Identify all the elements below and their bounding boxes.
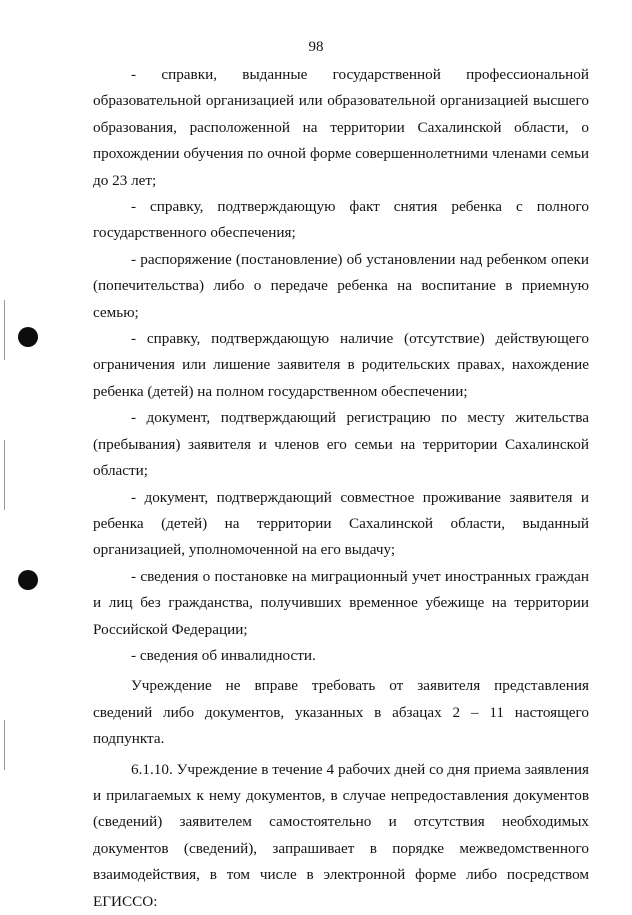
scan-edge-mark	[4, 440, 5, 510]
list-item-migration-registration: - сведения о постановке на миграционный учет иностранных граждан и лиц без гражданства, получивших временное убежище на территории Российской Федерации;	[93, 567, 589, 638]
paragraph-restriction: Учреждение не вправе требовать от заявителя представления сведений либо документов, указанных в абзацах 2 – 11 настоящего подпункта.	[93, 677, 589, 748]
paragraph-section-6-1-10: 6.1.10. Учреждение в течение 4 рабочих дней со дня приема заявления и прилагаемых к нему документов, в случае непредоставления документов (сведений) заявителем самостоятельно и отсутствия необходимых документов (сведений), запрашивает в порядке межведомственного взаимодействия, в том числе в электронной форме либо посредством ЕГИССО:	[93, 760, 589, 910]
list-item-guardianship-order: - распоряжение (постановление) об установлении над ребенком опеки (попечительства) либо о передаче ребенка на воспитание в приемную семью;	[93, 250, 589, 321]
list-item-state-support-removal: - справку, подтверждающую факт снятия ребенка с полного государственного обеспечения;	[93, 198, 589, 242]
list-item-disability: - сведения об инвалидности.	[131, 646, 316, 664]
document-body	[93, 62, 589, 915]
list-item-education-certificate: - справки, выданные государственной профессиональной образовательной организацией или образовательной организацией высшего образования, расположенной на территории Сахалинской области, о прохождении обучения по очной форме совершеннолетними членами семьи до 23 лет;	[93, 66, 589, 189]
list-item-cohabitation: - документ, подтверждающий совместное проживание заявителя и ребенка (детей) на территории Сахалинской области, выданный организацией, уполномоченной на его выдачу;	[93, 488, 589, 559]
page-number: 98	[308, 39, 324, 55]
list-item-parental-rights: - справку, подтверждающую наличие (отсутствие) действующего ограничения или лишение заявителя в родительских правах, нахождение ребенка (детей) на полном государственном обеспечении;	[93, 330, 589, 400]
punch-hole-top	[18, 327, 38, 347]
scan-edge-mark	[4, 300, 5, 360]
list-item-registration: - документ, подтверждающий регистрацию по месту жительства (пребывания) заявителя и членов его семьи на территории Сахалинской области;	[93, 409, 589, 480]
punch-hole-bottom	[18, 570, 38, 590]
scan-edge-mark	[4, 720, 5, 770]
